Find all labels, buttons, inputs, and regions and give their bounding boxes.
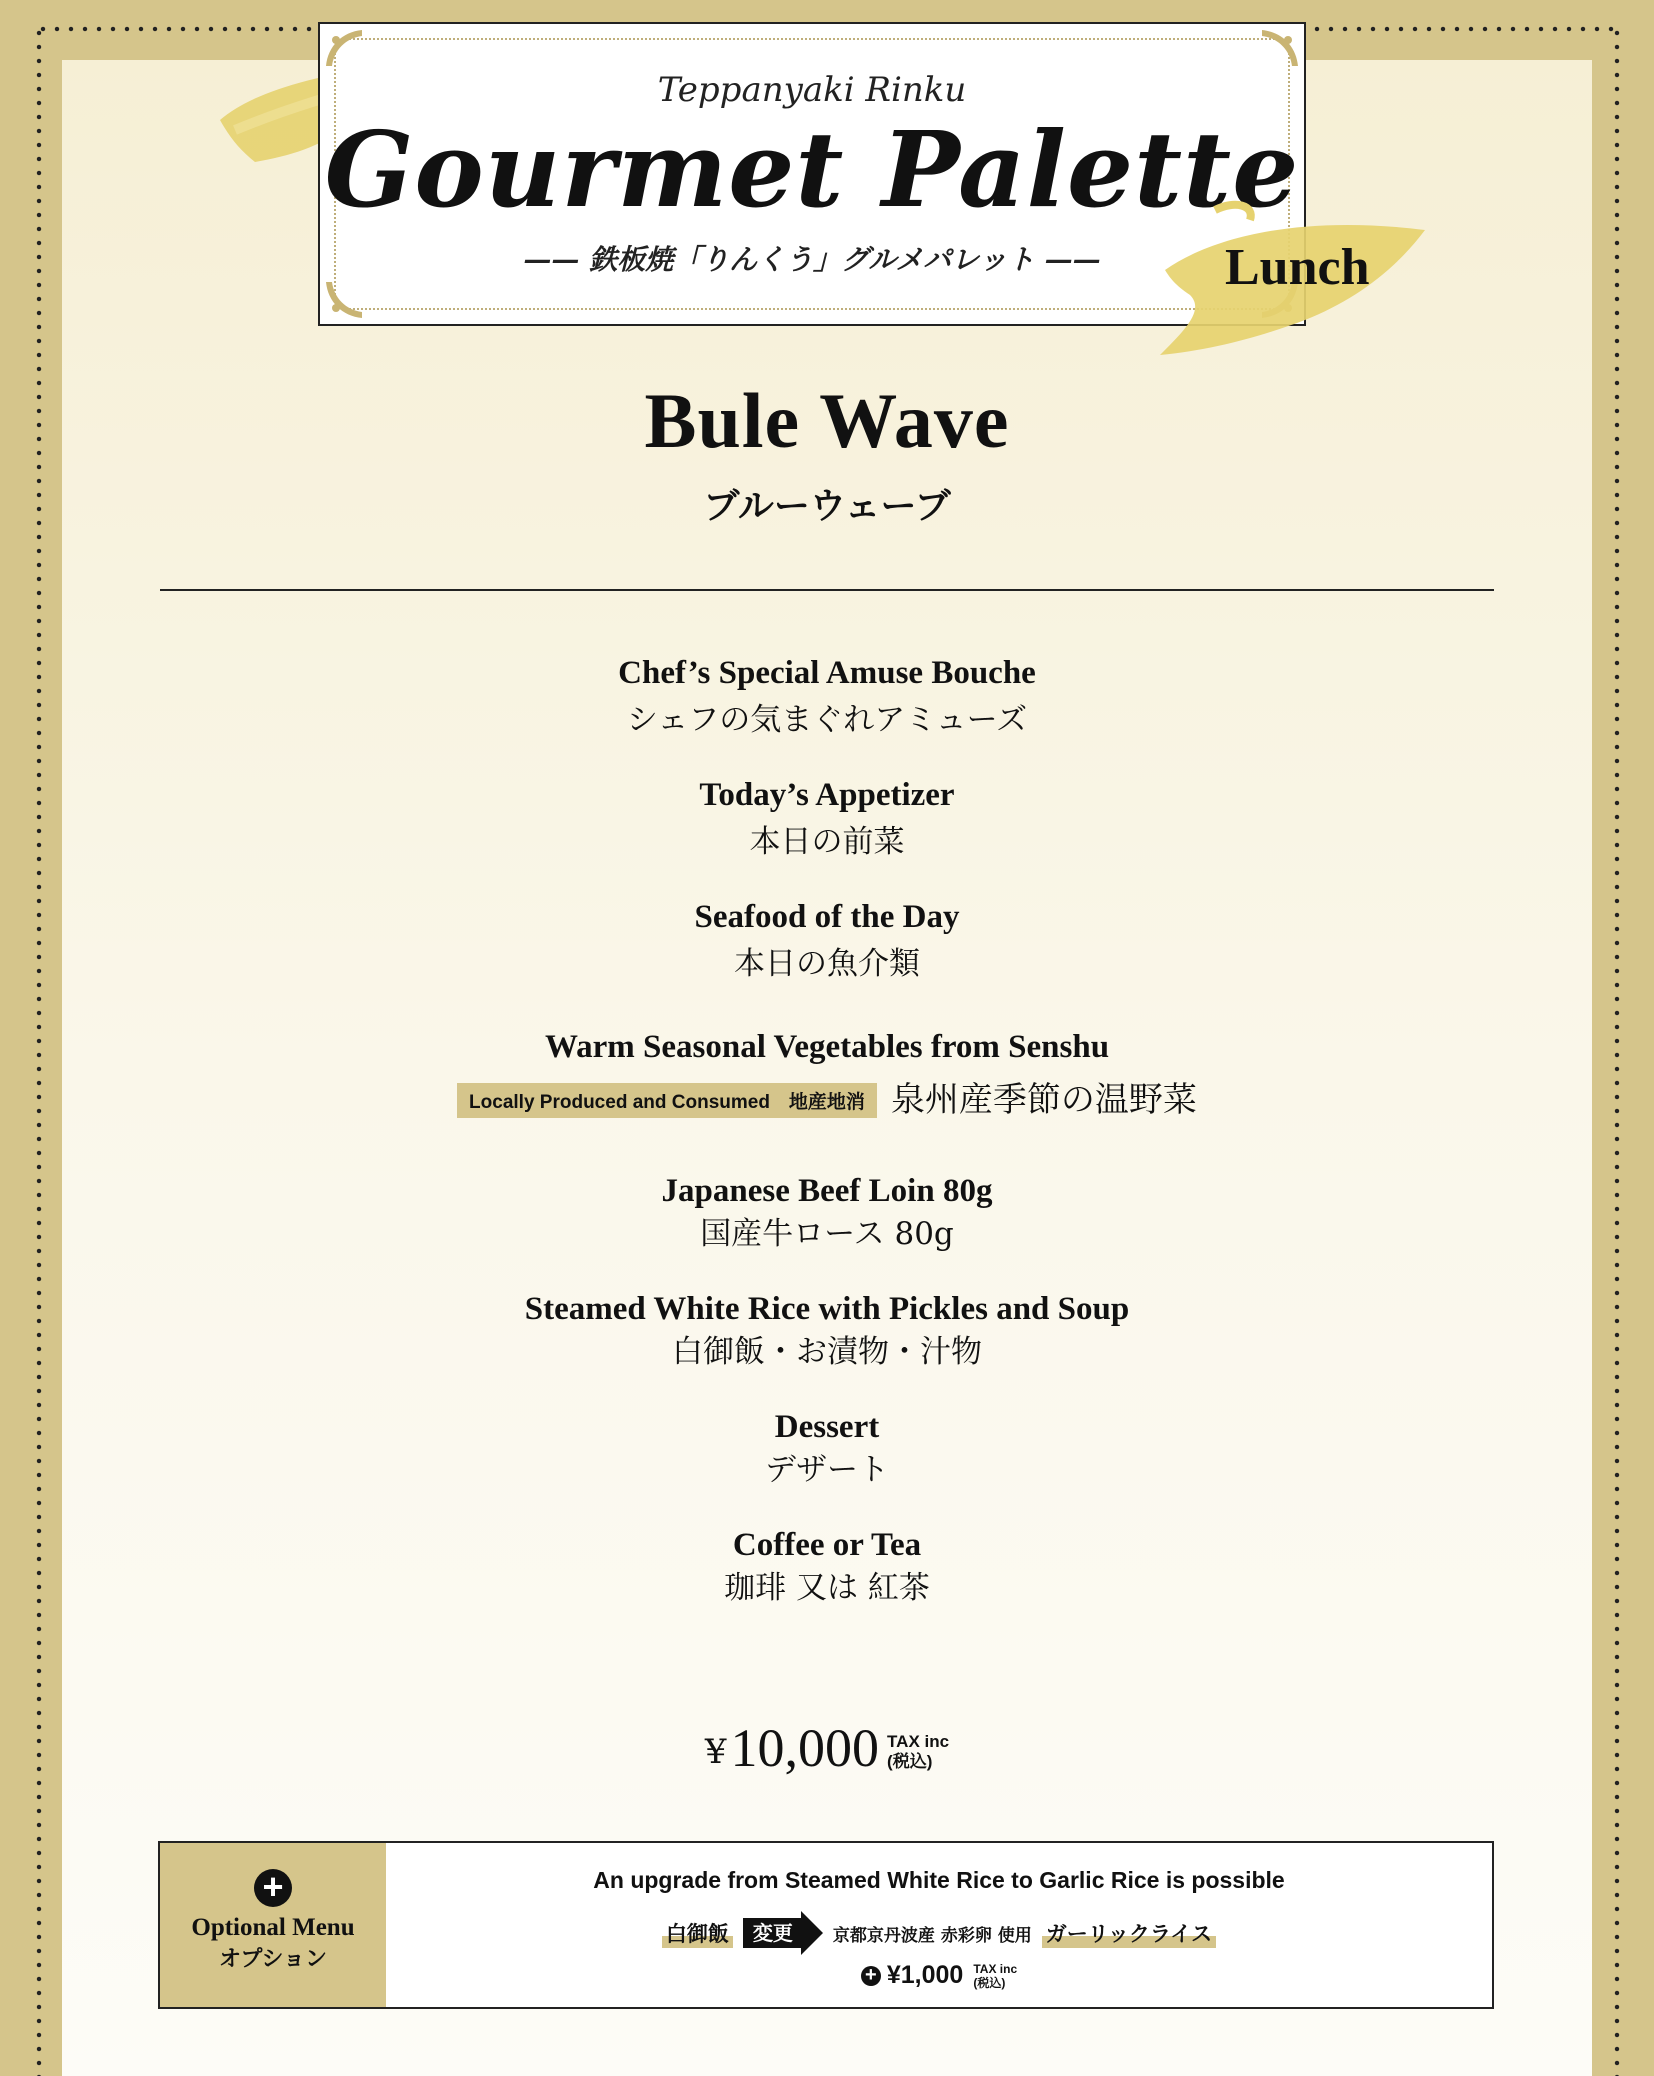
- menu-item-jp: シェフの気まぐれアミューズ: [626, 702, 1028, 738]
- corner-ornament-icon: [324, 280, 364, 320]
- menu-item-jp: 白御飯・お漬物・汁物: [672, 1334, 982, 1370]
- optional-menu-jp: オプション: [218, 1946, 328, 1972]
- menu-item-en: Warm Seasonal Vegetables from Senshu: [544, 1029, 1110, 1065]
- menu-item-jp: 本日の前菜: [749, 824, 905, 860]
- restaurant-name: Teppanyaki Rinku: [657, 70, 967, 110]
- local-produce-badge: Locally Produced and Consumed 地産地消: [457, 1083, 877, 1118]
- top-dotted-border-left: [36, 26, 316, 32]
- arrow-head-icon: [801, 1911, 823, 1955]
- optional-menu-details: [386, 1843, 1492, 2007]
- menu-item-jp: 珈琲 又は 紅茶: [724, 1570, 930, 1606]
- right-dotted-border: [1614, 26, 1620, 2076]
- upgrade-price: [386, 1961, 1492, 1990]
- tax-en: TAX inc: [887, 1732, 950, 1751]
- menu-item: [62, 1024, 1592, 1124]
- menu-item: [62, 1522, 1592, 1608]
- optional-menu-box: [158, 1841, 1494, 2009]
- upgrade-price-amount: ¥1,000: [886, 1961, 964, 1989]
- plus-icon: +: [254, 1869, 292, 1907]
- menu-item-en: Coffee or Tea: [732, 1527, 922, 1563]
- left-dotted-border: [36, 26, 42, 2076]
- corner-ornament-icon: [1260, 28, 1300, 68]
- upgrade-row: [386, 1911, 1492, 1955]
- menu-item: [62, 1404, 1592, 1490]
- optional-menu-en: Optional Menu: [191, 1914, 355, 1941]
- menu-item-jp: 国産牛ロース 80g: [700, 1216, 954, 1252]
- tax-jp: (税込): [973, 1975, 1006, 1990]
- menu-item-tagline: [62, 1076, 1592, 1124]
- change-label: 変更: [743, 1918, 801, 1948]
- menu-item-en: Seafood of the Day: [694, 899, 960, 935]
- divider: [160, 589, 1494, 591]
- price-amount: 10,000: [730, 1718, 880, 1778]
- optional-menu-label: [160, 1843, 386, 2007]
- garlic-rice-label: ガーリックライス: [1042, 1918, 1216, 1948]
- top-dotted-border-right: [1310, 26, 1620, 32]
- course-menu: [62, 650, 1592, 1608]
- menu-item: [62, 772, 1592, 866]
- menu-item-en: Dessert: [774, 1409, 880, 1445]
- menu-item-jp: 泉州産季節の温野菜: [890, 1080, 1197, 1120]
- upgrade-tax-note: [973, 1962, 1017, 1990]
- menu-item-en: Steamed White Rice with Pickles and Soup: [524, 1291, 1130, 1327]
- menu-item: [62, 650, 1592, 744]
- menu-item: [62, 1168, 1592, 1254]
- course-title: Bule Wave: [644, 377, 1010, 464]
- gourmet-palette-logo: Gourmet Palette: [324, 108, 1300, 231]
- menu-item-en: Japanese Beef Loin 80g: [661, 1173, 993, 1209]
- menu-item-jp: 本日の魚介類: [734, 946, 920, 982]
- course-price: [62, 1718, 1592, 1778]
- menu-item: [62, 894, 1592, 988]
- tax-note: [887, 1732, 949, 1778]
- logo-japanese: —— 鉄板焼「りんくう」グルメパレット ——: [523, 243, 1101, 276]
- lunch-label: Lunch: [1225, 239, 1370, 296]
- white-rice-label: 白御飯: [662, 1918, 733, 1948]
- menu-item: [62, 1286, 1592, 1372]
- course-subtitle: ブルーウェーブ: [703, 485, 951, 527]
- egg-source-note: 京都京丹波産 赤彩卵 使用: [832, 1925, 1032, 1946]
- upgrade-text: An upgrade from Steamed White Rice to Garlic Rice is possible: [593, 1867, 1285, 1893]
- change-arrow-icon: [743, 1911, 823, 1955]
- tax-en: TAX inc: [973, 1961, 1018, 1976]
- menu-item-jp: デザート: [765, 1452, 889, 1488]
- yen-symbol: ¥: [704, 1732, 727, 1772]
- menu-item-en: Today’s Appetizer: [699, 777, 955, 813]
- menu-item-en: Chef’s Special Amuse Bouche: [618, 655, 1036, 691]
- tax-jp: (税込): [887, 1752, 933, 1771]
- plus-icon: +: [861, 1966, 881, 1986]
- corner-ornament-icon: [324, 28, 364, 68]
